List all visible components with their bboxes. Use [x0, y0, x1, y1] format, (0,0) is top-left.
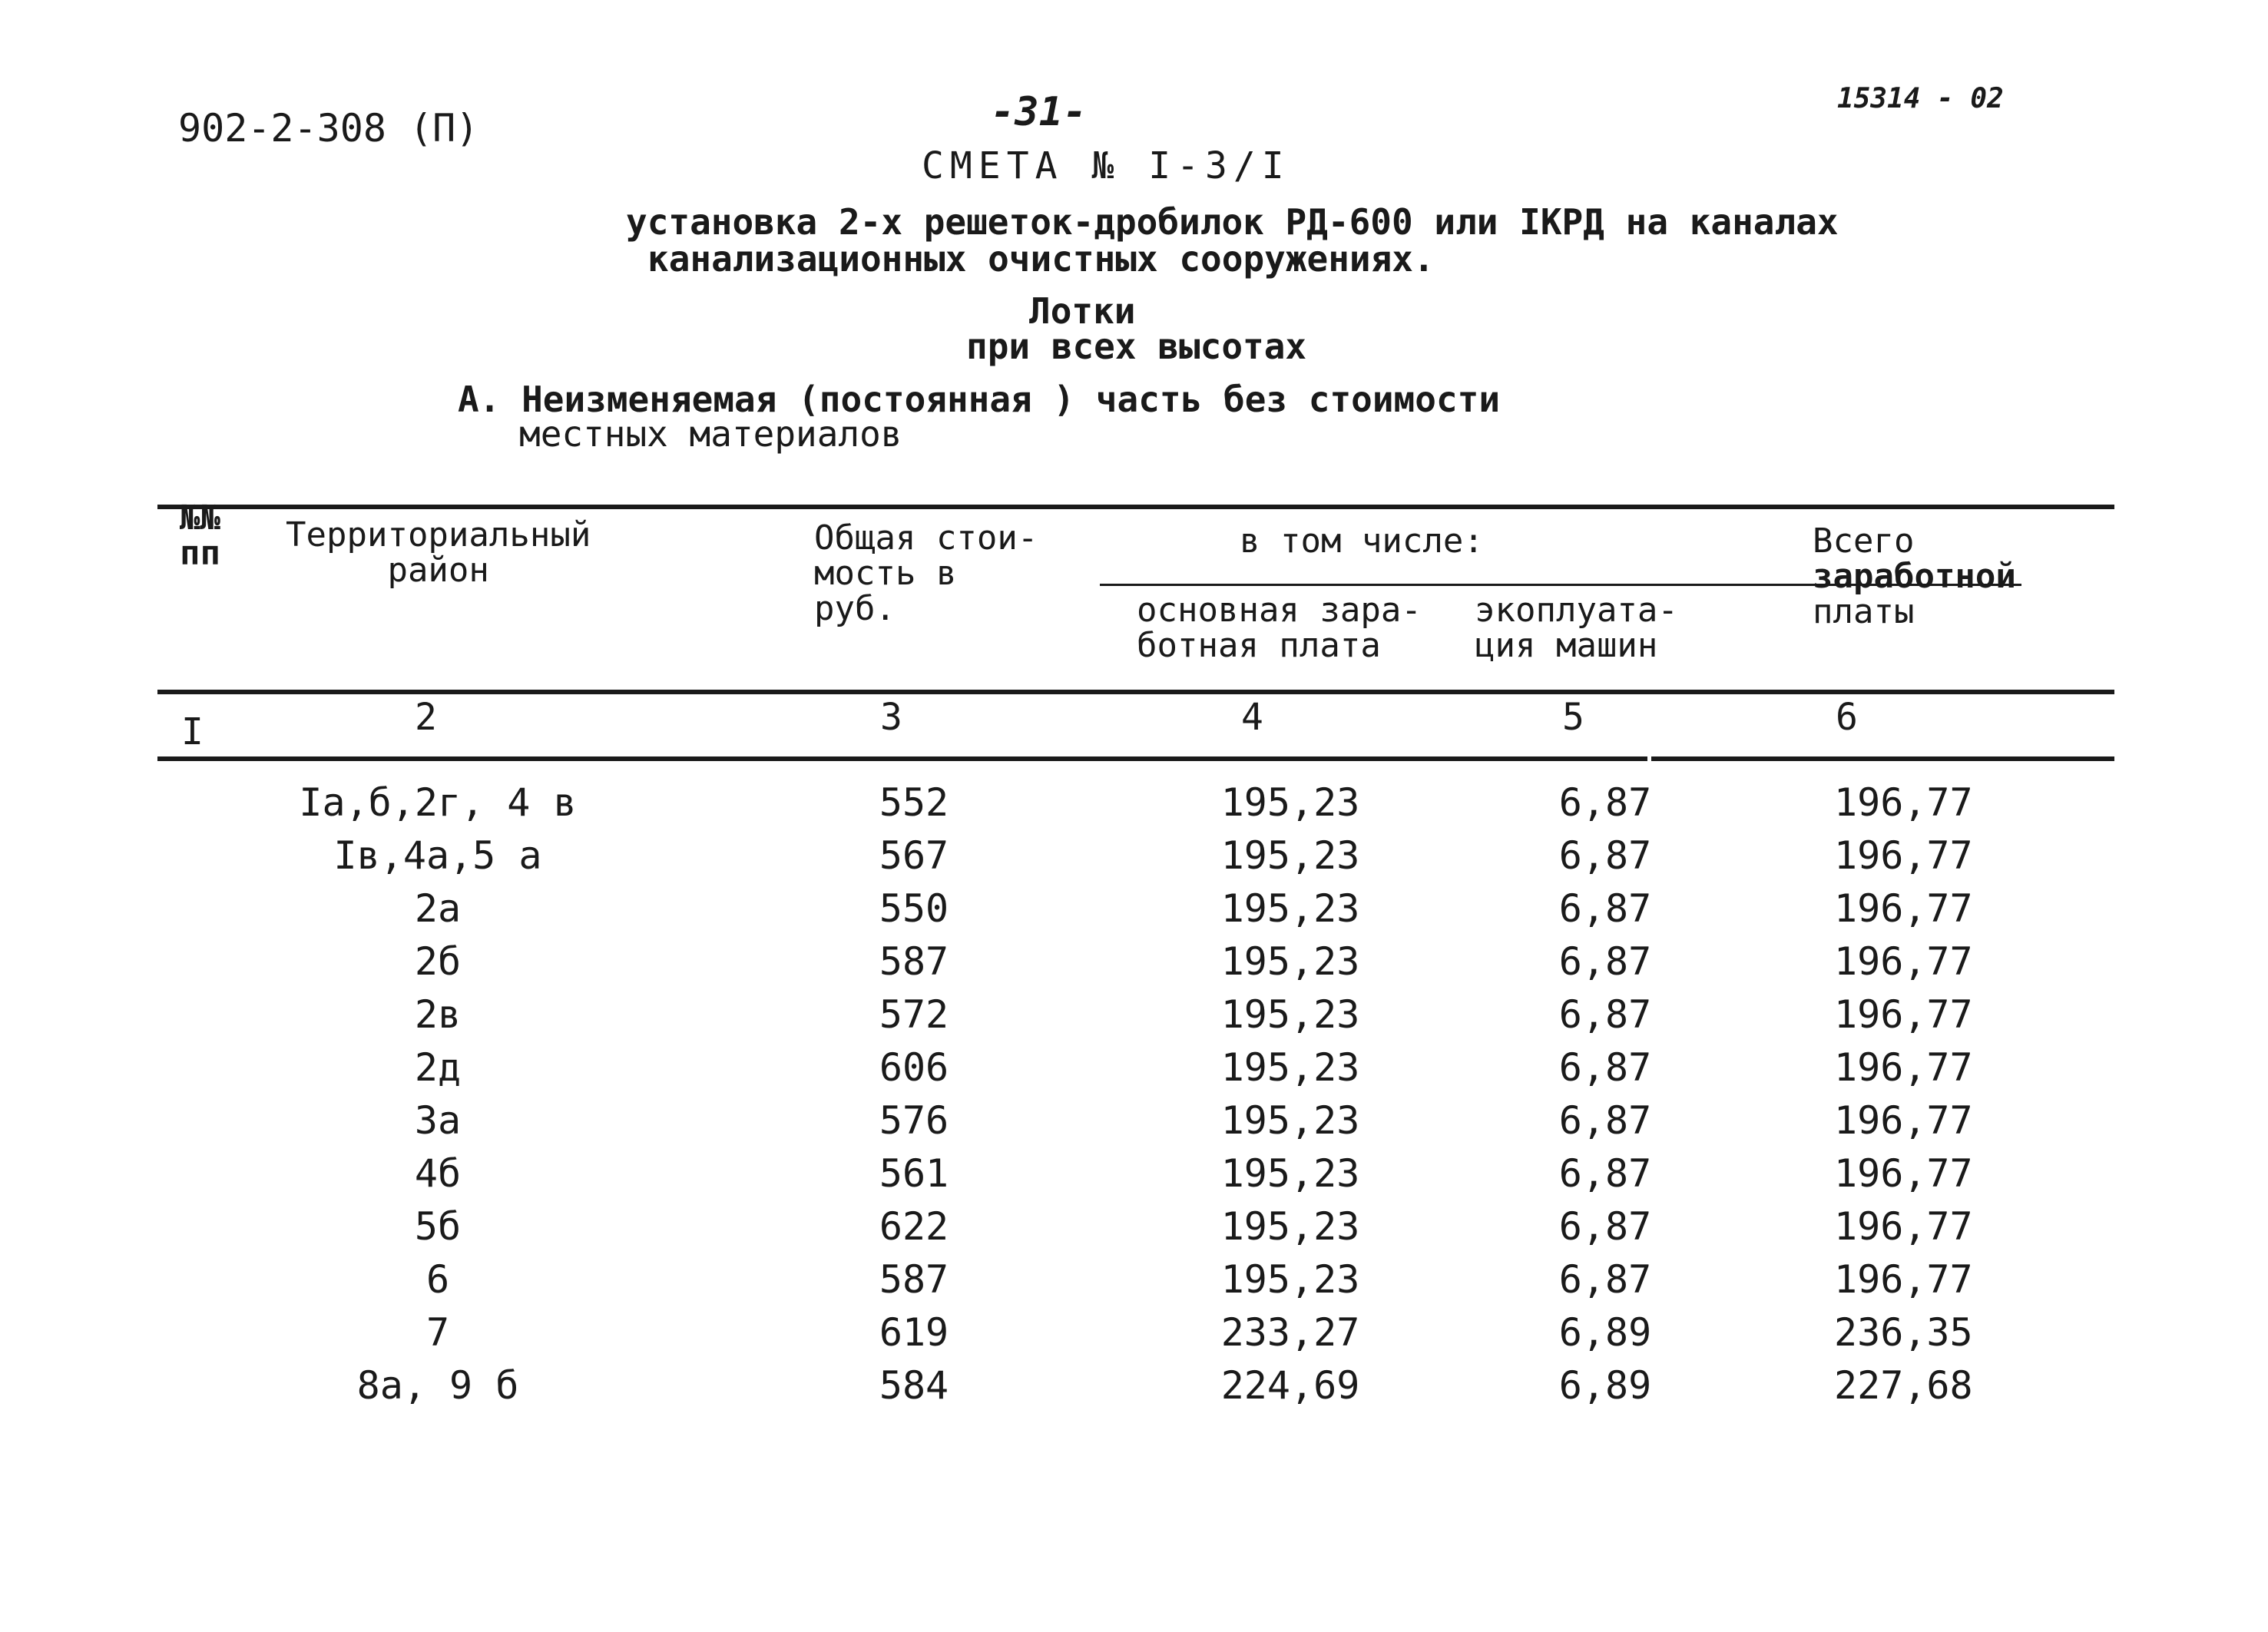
cell-district: 5б — [414, 1204, 462, 1249]
header-col1-line1: №№ — [180, 498, 220, 538]
cell-total-wages: 196,77 — [1834, 1257, 1973, 1302]
cell-total-wages: 196,77 — [1834, 886, 1973, 931]
table-top-rule — [157, 505, 2114, 509]
cell-total-cost: 576 — [879, 1098, 949, 1143]
cell-total-cost: 572 — [879, 992, 949, 1037]
cell-total-wages: 196,77 — [1834, 1045, 1973, 1090]
cell-total-cost: 550 — [879, 886, 949, 931]
header-col5-line2: ция машин — [1475, 626, 1658, 665]
cell-total-wages: 236,35 — [1834, 1310, 1973, 1355]
header-col3-line3: руб. — [814, 589, 896, 628]
cell-total-wages: 227,68 — [1834, 1363, 1973, 1408]
archive-stamp: 15314 - 02 — [1837, 83, 2004, 114]
description-line-1: установка 2-х решеток-дробилок РД-600 или IКРД на каналах — [626, 201, 1839, 243]
cell-total-wages: 196,77 — [1834, 1098, 1973, 1143]
header-col2-line2: район — [387, 551, 489, 590]
cell-total-cost: 587 — [879, 939, 949, 984]
header-machine-operation — [1475, 593, 1678, 664]
column-number-2: 2 — [415, 696, 437, 739]
cell-base-wages: 233,27 — [1220, 1310, 1360, 1355]
header-base-wages — [1137, 593, 1422, 664]
cell-total-cost: 587 — [879, 1257, 949, 1302]
cell-total-cost: 567 — [879, 833, 949, 878]
header-col2-line1: Территориальный — [286, 515, 591, 554]
cell-base-wages: 195,23 — [1220, 886, 1360, 931]
header-group-including: в том числе: — [1240, 521, 1484, 561]
cell-machine-operation: 6,87 — [1558, 1045, 1652, 1090]
header-col1 — [180, 498, 220, 573]
cell-machine-operation: 6,87 — [1558, 1204, 1652, 1249]
cell-district: Iа,б,2г, 4 в — [299, 780, 577, 825]
part-heading-line-2: местных материалов — [519, 413, 902, 455]
cell-total-cost: 622 — [879, 1204, 949, 1249]
header-bottom-rule — [157, 690, 2114, 694]
cell-district: 2д — [414, 1045, 462, 1090]
cell-district: 7 — [425, 1310, 450, 1355]
column-number-3: 3 — [880, 696, 902, 739]
cell-total-wages: 196,77 — [1834, 992, 1973, 1037]
cell-machine-operation: 6,87 — [1558, 1151, 1652, 1196]
cell-total-wages: 196,77 — [1834, 1151, 1973, 1196]
cell-district: Iв,4а,5 а — [333, 833, 542, 878]
column-number-4: 4 — [1241, 696, 1263, 739]
part-heading-line-1: А. Неизменяемая (постоянная ) часть без стоимости — [458, 379, 1501, 420]
header-col3-line1: Общая стои- — [814, 518, 1038, 558]
cell-district: 3а — [414, 1098, 462, 1143]
cell-district: 2а — [414, 886, 462, 931]
column-numbers-rule-left — [157, 756, 1647, 761]
cell-district: 8а, 9 б — [356, 1363, 519, 1408]
column-number-6: 6 — [1836, 696, 1858, 739]
header-col6-line3: платы — [1813, 592, 1915, 631]
cell-base-wages: 195,23 — [1220, 1204, 1360, 1249]
header-col1-line2: пп — [180, 534, 220, 573]
page-number: -31- — [991, 89, 1088, 135]
column-number-5: 5 — [1562, 696, 1584, 739]
cell-machine-operation: 6,87 — [1558, 1098, 1652, 1143]
cell-district: 4б — [414, 1151, 462, 1196]
header-total-cost — [814, 518, 1038, 628]
cell-machine-operation: 6,89 — [1558, 1310, 1652, 1355]
column-number-1: I — [181, 710, 204, 753]
document-code: 902-2-308 (П) — [178, 106, 479, 151]
cell-base-wages: 195,23 — [1220, 992, 1360, 1037]
subtitle-line-2: при всех высотах — [966, 326, 1307, 367]
header-total-wages — [1813, 521, 2016, 631]
cell-total-cost: 561 — [879, 1151, 949, 1196]
cell-district: 6 — [425, 1257, 450, 1302]
cell-base-wages: 224,69 — [1220, 1363, 1360, 1408]
cell-district: 2в — [414, 992, 462, 1037]
header-col6-line2: заработной — [1813, 557, 2016, 596]
cell-total-cost: 584 — [879, 1363, 949, 1408]
cell-base-wages: 195,23 — [1220, 833, 1360, 878]
cell-base-wages: 195,23 — [1220, 1151, 1360, 1196]
header-col4-line1: основная зара- — [1137, 591, 1422, 630]
header-col5-line1: экоплуата- — [1475, 591, 1678, 630]
header-col6-line1: Всего — [1813, 521, 1915, 561]
cell-total-cost: 606 — [879, 1045, 949, 1090]
cell-district: 2б — [414, 939, 462, 984]
cell-base-wages: 195,23 — [1220, 1098, 1360, 1143]
cell-machine-operation: 6,87 — [1558, 833, 1652, 878]
cell-machine-operation: 6,87 — [1558, 780, 1652, 825]
cell-total-cost: 552 — [879, 780, 949, 825]
cell-total-cost: 619 — [879, 1310, 949, 1355]
header-col3-line2: мость в — [814, 554, 957, 593]
header-territorial-district — [286, 515, 591, 590]
cell-total-wages: 196,77 — [1834, 833, 1973, 878]
cell-machine-operation: 6,87 — [1558, 939, 1652, 984]
cell-total-wages: 196,77 — [1834, 939, 1973, 984]
cell-base-wages: 195,23 — [1220, 1045, 1360, 1090]
cell-base-wages: 195,23 — [1220, 1257, 1360, 1302]
estimate-title: СМЕТА № I-3/I — [922, 144, 1290, 187]
cell-machine-operation: 6,87 — [1558, 886, 1652, 931]
subtitle-line-1: Лотки — [1029, 290, 1136, 332]
cell-base-wages: 195,23 — [1220, 939, 1360, 984]
description-line-2: канализационных очистных сооружениях. — [647, 238, 1435, 280]
column-numbers-rule-right — [1651, 756, 2114, 761]
cell-total-wages: 196,77 — [1834, 780, 1973, 825]
cell-machine-operation: 6,87 — [1558, 992, 1652, 1037]
cell-total-wages: 196,77 — [1834, 1204, 1973, 1249]
cell-base-wages: 195,23 — [1220, 780, 1360, 825]
header-col4-line2: ботная плата — [1137, 626, 1381, 665]
cell-machine-operation: 6,89 — [1558, 1363, 1652, 1408]
cell-machine-operation: 6,87 — [1558, 1257, 1652, 1302]
